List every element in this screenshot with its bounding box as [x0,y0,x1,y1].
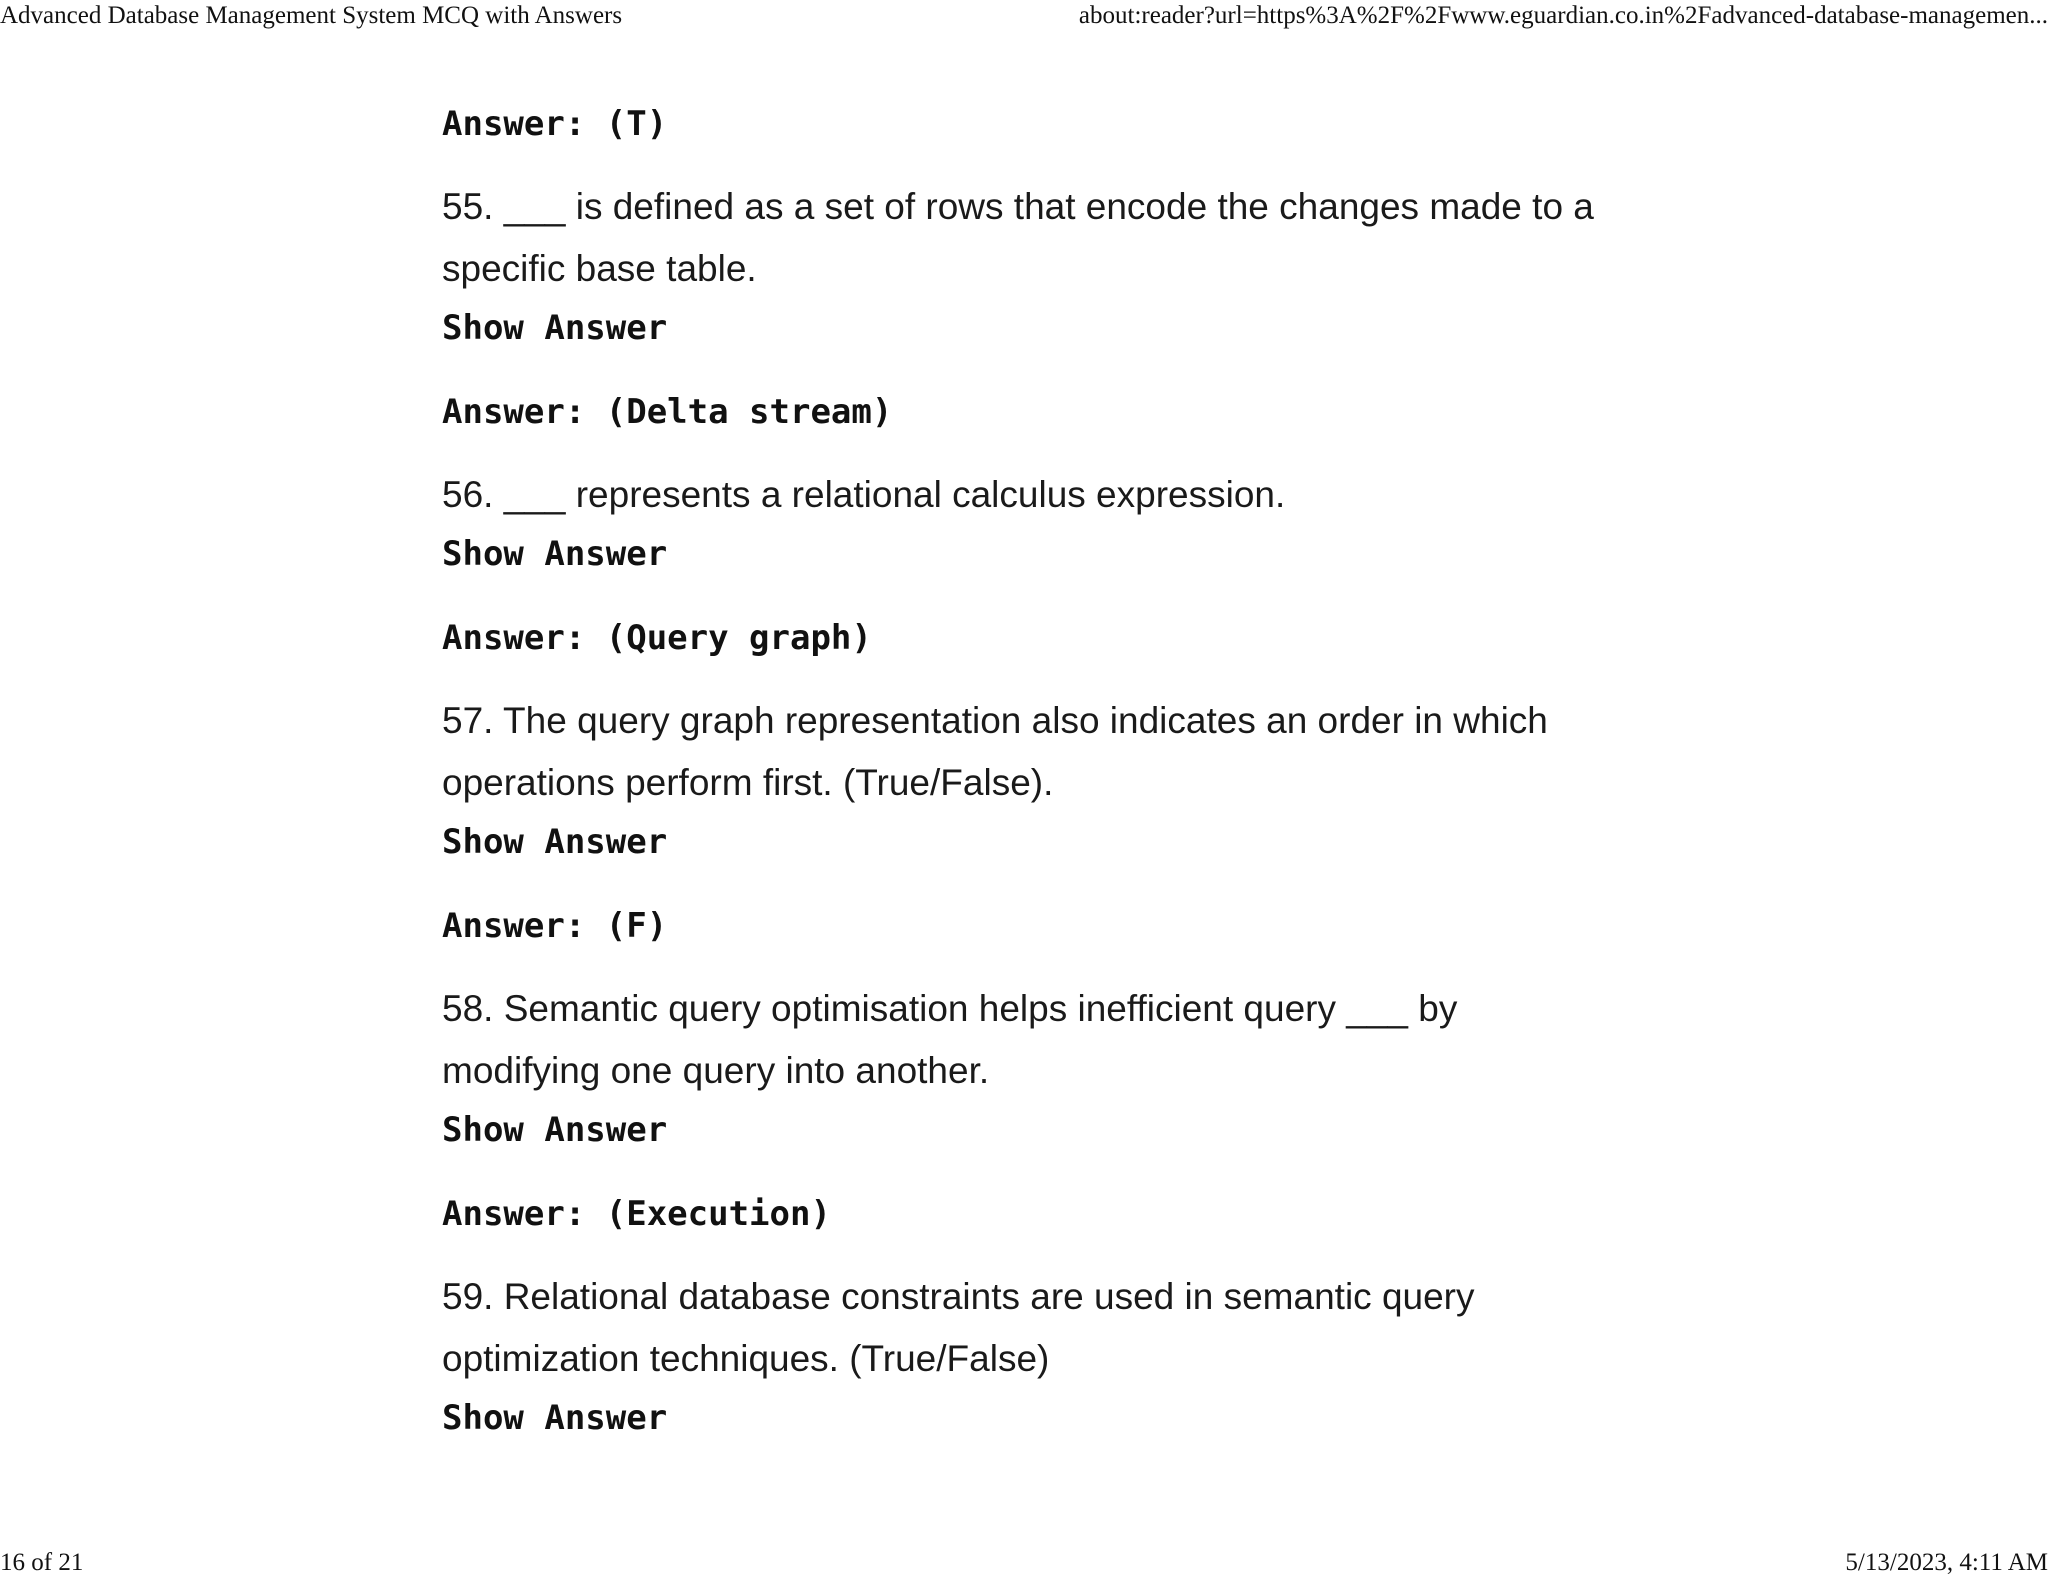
answer-58: Answer: (Execution) [442,1194,831,1234]
show-answer-57-button[interactable]: Show Answer [442,822,668,862]
show-answer-58-button[interactable]: Show Answer [442,1110,668,1150]
answer-57: Answer: (F) [442,906,668,946]
page-counter: 16 of 21 [0,1549,84,1576]
answer-56: Answer: (Query graph) [442,618,872,658]
question-55: 55. ___ is defined as a set of rows that encode the changes made to a specific base table. [442,186,1594,289]
print-header-url: about:reader?url=https%3A%2F%2Fwww.eguardian.co.in%2Fadvanced-database-managemen... [1078,2,2048,29]
answer-54: Answer: (T) [442,104,668,144]
answer-55: Answer: (Delta stream) [442,392,893,432]
article-content [442,96,1612,1446]
print-header-title: Advanced Database Management System MCQ with Answers [0,2,623,29]
question-56: 56. ___ represents a relational calculus expression. [442,474,1286,515]
question-59: 59. Relational database constraints are used in semantic query optimization techniques. (True/False) [442,1276,1475,1379]
print-header [0,0,2048,34]
show-answer-59-button[interactable]: Show Answer [442,1398,668,1438]
show-answer-55-button[interactable]: Show Answer [442,308,668,348]
question-57: 57. The query graph representation also indicates an order in which operations perform first. (True/False). [442,700,1548,803]
print-footer [0,1546,2048,1580]
print-datetime: 5/13/2023, 4:11 AM [1845,1549,2048,1576]
question-58: 58. Semantic query optimisation helps inefficient query ___ by modifying one query into another. [442,988,1458,1091]
show-answer-56-button[interactable]: Show Answer [442,534,668,574]
